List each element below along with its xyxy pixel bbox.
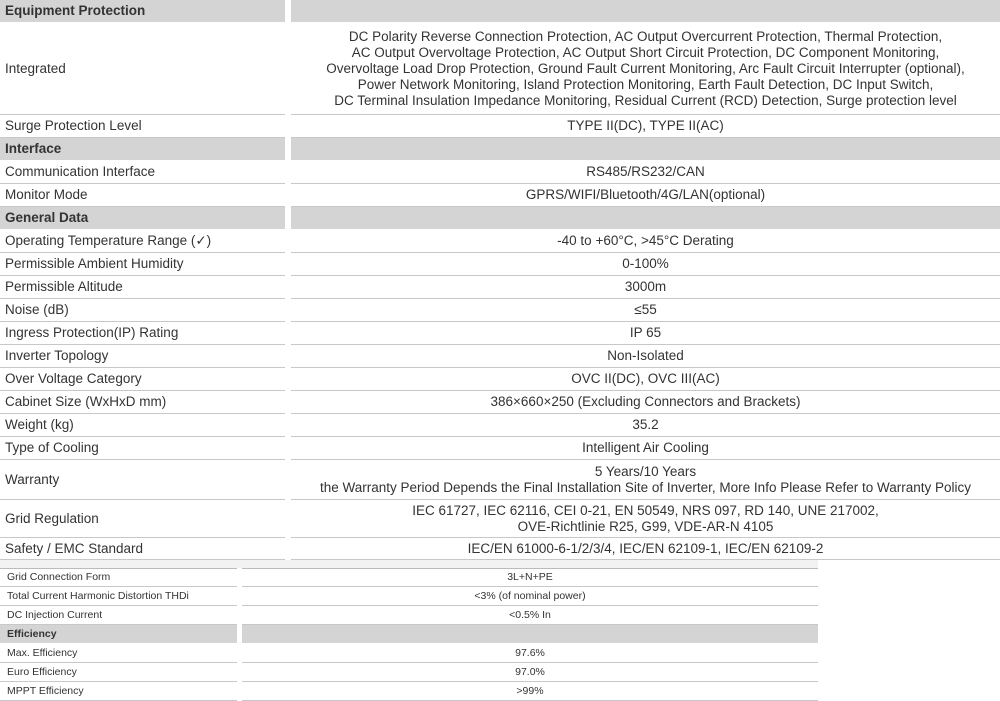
row-label: Grid Regulation <box>0 500 288 538</box>
row-value: IEC/EN 61000-6-1/2/3/4, IEC/EN 62109-1, IEC/EN 62109-2 <box>288 538 1000 560</box>
row-label: Inverter Topology <box>0 345 288 368</box>
row-altitude <box>0 276 1000 299</box>
row-temperature <box>0 230 1000 253</box>
row-label: Grid Connection Form <box>0 568 240 587</box>
section-equipment-protection <box>0 0 1000 23</box>
row-value <box>288 460 1000 500</box>
row-grid-regulation <box>0 500 1000 538</box>
row-communication <box>0 161 1000 184</box>
lower-spec-table <box>0 568 818 701</box>
row-value: 386×660×250 (Excluding Connectors and Brackets) <box>288 391 1000 414</box>
row-label: Safety / EMC Standard <box>0 538 288 560</box>
row-label: Permissible Altitude <box>0 276 288 299</box>
row-label: Noise (dB) <box>0 299 288 322</box>
value-line: IEC 61727, IEC 62116, CEI 0-21, EN 50549, NRS 097, RD 140, UNE 217002, <box>412 502 879 518</box>
row-integrated <box>0 23 1000 115</box>
row-surge <box>0 115 1000 138</box>
row-label: Integrated <box>0 23 288 115</box>
row-value: 3L+N+PE <box>240 568 819 587</box>
row-label: Ingress Protection(IP) Rating <box>0 322 288 345</box>
row-label: DC Injection Current <box>0 606 240 625</box>
row-label: Permissible Ambient Humidity <box>0 253 288 276</box>
row-value: -40 to +60°C, >45°C Derating <box>288 230 1000 253</box>
row-value: OVC II(DC), OVC III(AC) <box>288 368 1000 391</box>
section-general-data <box>0 207 1000 230</box>
row-over-voltage <box>0 368 1000 391</box>
row-value: Non-Isolated <box>288 345 1000 368</box>
value-line: DC Polarity Reverse Connection Protection, AC Output Overcurrent Protection, Thermal Protection, <box>348 28 943 44</box>
row-weight <box>0 414 1000 437</box>
value-line: Power Network Monitoring, Island Protection Monitoring, Earth Fault Detection, DC Input Switch, <box>357 76 934 92</box>
row-value: ≤55 <box>288 299 1000 322</box>
value-line: 5 Years/10 Years <box>594 463 697 479</box>
row-value: 3000m <box>288 276 1000 299</box>
row-label: Euro Efficiency <box>0 663 240 682</box>
row-cooling <box>0 437 1000 460</box>
row-label: Monitor Mode <box>0 184 288 207</box>
row-grid-connection-form <box>0 568 818 587</box>
section-title: Equipment Protection <box>0 0 288 23</box>
value-line: the Warranty Period Depends the Final Installation Site of Inverter, More Info Please Refer to Warranty Policy <box>319 479 972 495</box>
row-value: IP 65 <box>288 322 1000 345</box>
row-label: Max. Efficiency <box>0 644 240 663</box>
section-title: Interface <box>0 138 288 161</box>
row-monitor <box>0 184 1000 207</box>
row-safety-emc <box>0 538 1000 560</box>
value-line: DC Terminal Insulation Impedance Monitoring, Residual Current (RCD) Detection, Surge protection level <box>334 92 957 108</box>
row-label: Over Voltage Category <box>0 368 288 391</box>
row-value: 0-100% <box>288 253 1000 276</box>
row-label: Total Current Harmonic Distortion THDi <box>0 587 240 606</box>
value-line: Overvoltage Load Drop Protection, Ground Fault Current Monitoring, Arc Fault Circuit Interrupter (optional), <box>326 60 965 76</box>
section-efficiency <box>0 625 818 644</box>
row-value: <3% (of nominal power) <box>240 587 819 606</box>
row-topology <box>0 345 1000 368</box>
row-value <box>288 500 1000 538</box>
row-label: Cabinet Size (WxHxD mm) <box>0 391 288 414</box>
value-line: AC Output Overvoltage Protection, AC Output Short Circuit Protection, DC Component Monitoring, <box>351 44 940 60</box>
row-label: Operating Temperature Range (✓) <box>0 230 288 253</box>
row-value <box>288 23 1000 115</box>
row-warranty <box>0 460 1000 500</box>
row-euro-efficiency <box>0 663 818 682</box>
row-mppt-efficiency <box>0 682 818 701</box>
value-line: OVE-Richtlinie R25, G99, VDE-AR-N 4105 <box>517 518 774 534</box>
row-value: GPRS/WIFI/Bluetooth/4G/LAN(optional) <box>288 184 1000 207</box>
row-value: 35.2 <box>288 414 1000 437</box>
row-thdi <box>0 587 818 606</box>
row-label: Warranty <box>0 460 288 500</box>
row-value: Intelligent Air Cooling <box>288 437 1000 460</box>
row-label: MPPT Efficiency <box>0 682 240 701</box>
row-label: Type of Cooling <box>0 437 288 460</box>
row-cabinet-size <box>0 391 1000 414</box>
row-value: 97.0% <box>240 663 819 682</box>
row-value: >99% <box>240 682 819 701</box>
row-value: 97.6% <box>240 644 819 663</box>
row-noise <box>0 299 1000 322</box>
row-humidity <box>0 253 1000 276</box>
section-title: Efficiency <box>0 625 240 644</box>
row-value: <0.5% In <box>240 606 819 625</box>
row-label: Weight (kg) <box>0 414 288 437</box>
row-dc-injection <box>0 606 818 625</box>
row-value: RS485/RS232/CAN <box>288 161 1000 184</box>
row-ip-rating <box>0 322 1000 345</box>
section-interface <box>0 138 1000 161</box>
row-max-efficiency <box>0 644 818 663</box>
section-title: General Data <box>0 207 288 230</box>
row-value: TYPE II(DC), TYPE II(AC) <box>288 115 1000 138</box>
row-label: Surge Protection Level <box>0 115 288 138</box>
row-label: Communication Interface <box>0 161 288 184</box>
